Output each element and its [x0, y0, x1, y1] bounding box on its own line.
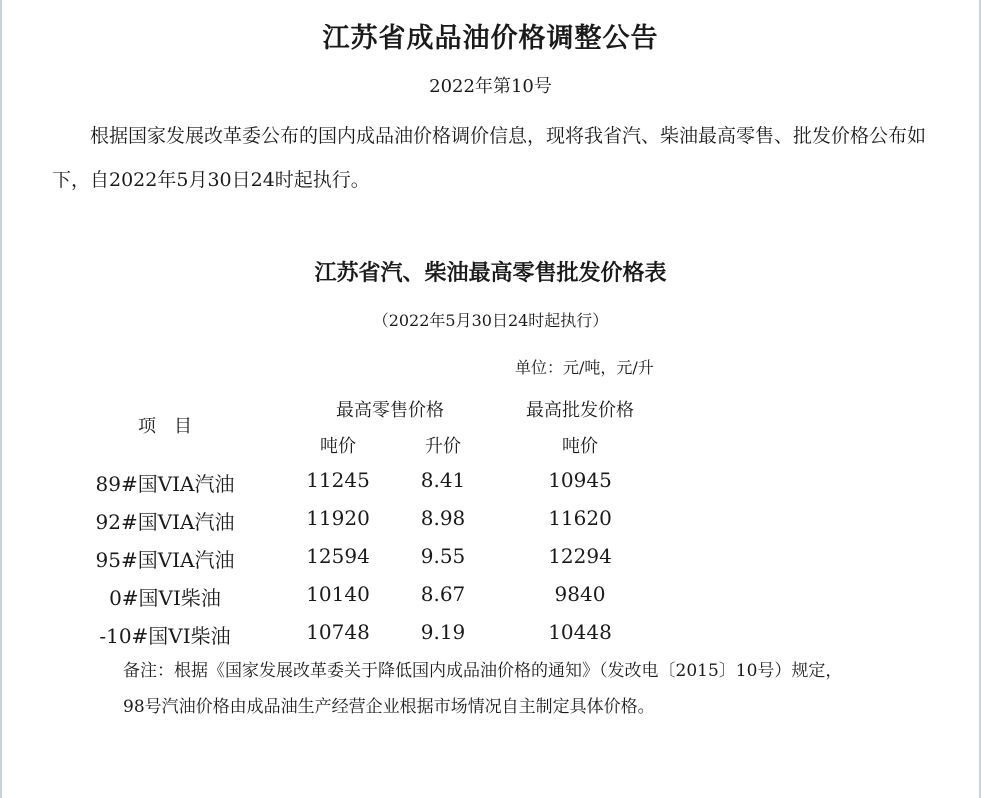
row-retail-liter: 8.67	[420, 582, 466, 606]
row-wholesale-ton: 9840	[554, 582, 606, 606]
row-retail-liter: 8.41	[420, 468, 466, 492]
header-retail-group: 最高零售价格	[336, 400, 444, 421]
header-item: 项 目	[138, 416, 192, 437]
row-retail-ton: 12594	[306, 544, 370, 568]
row-retail-liter: 9.55	[420, 544, 466, 568]
header-retail-liter: 升价	[425, 436, 461, 457]
header-retail-ton: 吨价	[320, 436, 356, 457]
document-number: 2022年第10号	[429, 76, 552, 97]
table-note-line-1: 备注：根据《国家发展改革委关于降低国内成品油价格的通知》（发改电〔2015〕10号）规定，	[123, 661, 843, 681]
row-wholesale-ton: 10945	[548, 468, 612, 492]
row-retail-ton: 10140	[306, 582, 370, 606]
table-note-line-2: 98号汽油价格由成品油生产经营企业根据市场情况自主制定具体价格。	[123, 697, 655, 717]
row-retail-ton: 11920	[306, 506, 370, 530]
row-product-name: 0#国VI柴油	[109, 586, 221, 610]
row-retail-liter: 9.19	[420, 620, 466, 644]
price-table-effective-date: （2022年5月30日24时起执行）	[372, 311, 609, 330]
row-retail-ton: 11245	[306, 468, 370, 492]
price-table-unit: 单位：元/吨，元/升	[515, 358, 654, 377]
row-wholesale-ton: 11620	[548, 506, 612, 530]
row-product-name: 95#国VIA汽油	[95, 548, 235, 572]
row-retail-liter: 8.98	[420, 506, 466, 530]
row-retail-ton: 10748	[306, 620, 370, 644]
page-left-border	[0, 0, 2, 798]
header-wholesale-group: 最高批发价格	[526, 400, 634, 421]
header-wholesale-ton: 吨价	[562, 436, 598, 457]
row-product-name: 92#国VIA汽油	[95, 510, 235, 534]
row-wholesale-ton: 10448	[548, 620, 612, 644]
row-product-name: -10#国VI柴油	[99, 624, 231, 648]
announcement-title: 江苏省成品油价格调整公告	[322, 23, 659, 54]
price-table-title: 江苏省汽、柴油最高零售批发价格表	[314, 261, 667, 286]
row-product-name: 89#国VIA汽油	[95, 472, 235, 496]
row-wholesale-ton: 12294	[548, 544, 612, 568]
announcement-paragraph: 根据国家发展改革委公布的国内成品油价格调价信息，现将我省汽、柴油最高零售、批发价格公布如下，自2022年5月30日24时起执行。	[52, 125, 927, 191]
